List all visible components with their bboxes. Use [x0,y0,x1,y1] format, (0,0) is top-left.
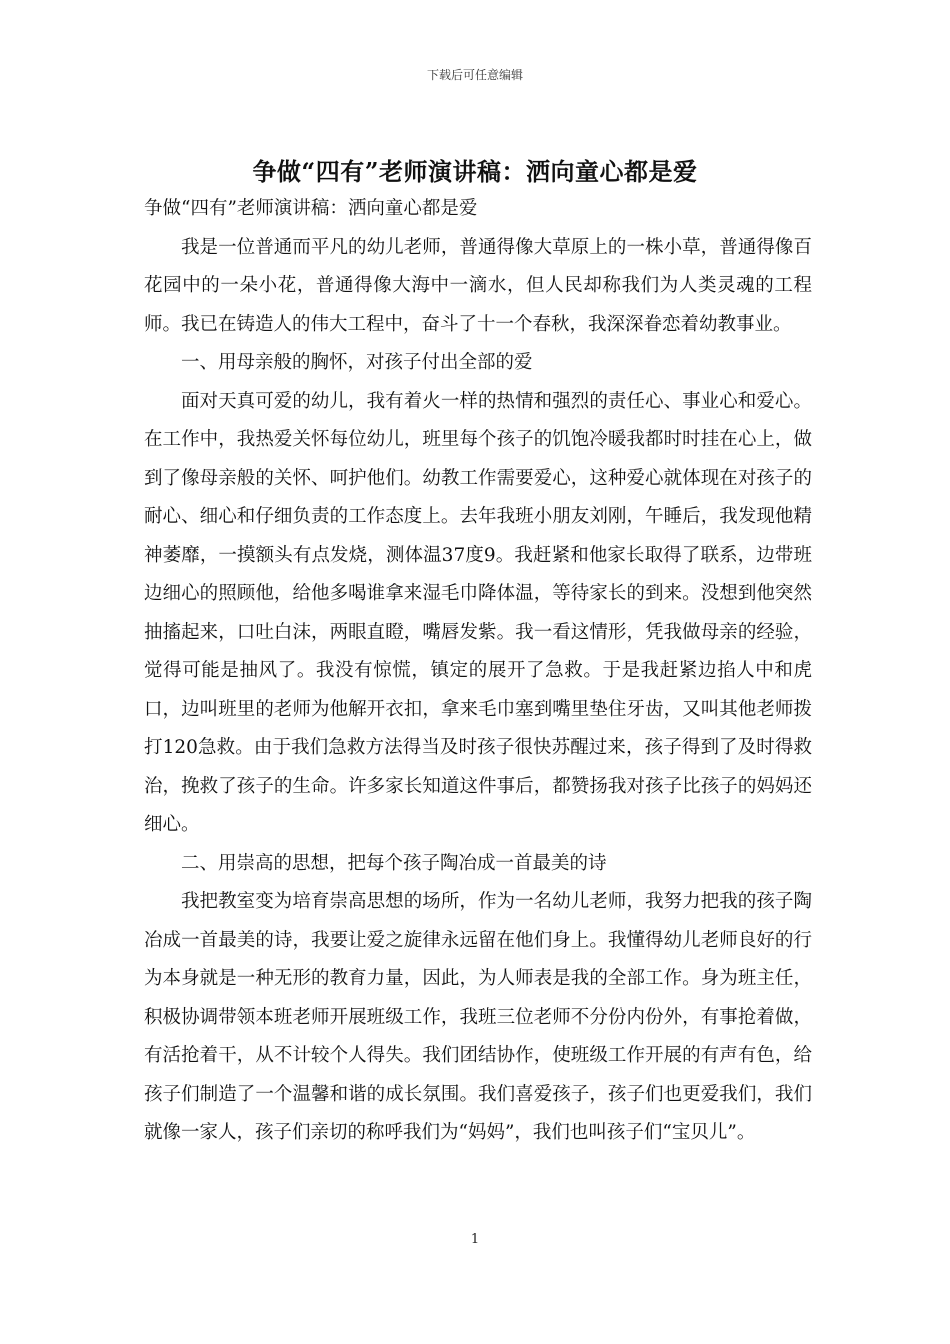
header-note: 下载后可任意编辑 [426,68,523,82]
section-heading-2: 二、用崇高的思想，把每个孩子陶冶成一首最美的诗 [181,852,607,874]
document-subtitle: 争做“四有”老师演讲稿：洒向童心都是爱 [144,198,478,219]
document-title: 争做“四有”老师演讲稿：洒向童心都是爱 [252,157,698,186]
paragraph-section-1: 面对天真可爱的幼儿，我有着火一样的热情和强烈的责任心、事业心和爱心。在工作中，我热爱关怀每位幼儿，班里每个孩子的饥饱冷暖我都时时挂在心上，做到了像母亲般的关怀、呵护他们。幼教工作需要爱心，这种爱心就体现在对孩子的耐心、细心和仔细负责的工作态度上。去年我班小朋友刘刚，午睡后，我发现他精神萎靡，一摸额头有点发烧，测体温37度9。我赶紧和他家长取得了联系，边带班边细心的照顾他，给他多喝谁拿来湿毛巾降体温，等待家长的到来。没想到他突然抽搐起来，口吐白沫，两眼直瞪，嘴唇发紫。我一看这情形，凭我做母亲的经验，觉得可能是抽风了。我没有惊慌，镇定的展开了急救。于是我赶紧边掐人中和虎口，边叫班里的老师为他解开衣扣，拿来毛巾塞到嘴里垫住牙齿，又叫其他老师拨打120急救。由于我们急救方法得当及时孩子很快苏醒过来，孩子得到了及时得救治，挽救了孩子的生命。许多家长知道这件事后，都赞扬我对孩子比孩子的妈妈还细心。 [144,390,812,835]
paragraph-intro: 我是一位普通而平凡的幼儿老师，普通得像大草原上的一株小草，普通得像百花园中的一朵小花，普通得像大海中一滴水，但人民却称我们为人类灵魂的工程师。我已在铸造人的伟大工程中，奋斗了十一个春秋，我深深眷恋着幼教事业。 [144,236,812,335]
section-heading-1: 一、用母亲般的胸怀，对孩子付出全部的爱 [181,352,533,373]
document-body [144,190,812,1153]
page-number: 1 [470,1232,480,1247]
paragraph-section-2: 我把教室变为培育崇高思想的场所，作为一名幼儿老师，我努力把我的孩子陶冶成一首最美的诗，我要让爱之旋律永远留在他们身上。我懂得幼儿老师良好的行为本身就是一种无形的教育力量，因此，为人师表是我的全部工作。身为班主任，积极协调带领本班老师开展班级工作，我班三位老师不分份内份外，有事抢着做，有活抢着干，从不计较个人得失。我们团结协作，使班级工作开展的有声有色，给孩子们制造了一个温馨和谐的成长氛围。我们喜爱孩子，孩子们也更爱我们，我们就像一家人，孩子们亲切的称呼我们为“妈妈”，我们也叫孩子们“宝贝儿”。 [144,891,812,1143]
